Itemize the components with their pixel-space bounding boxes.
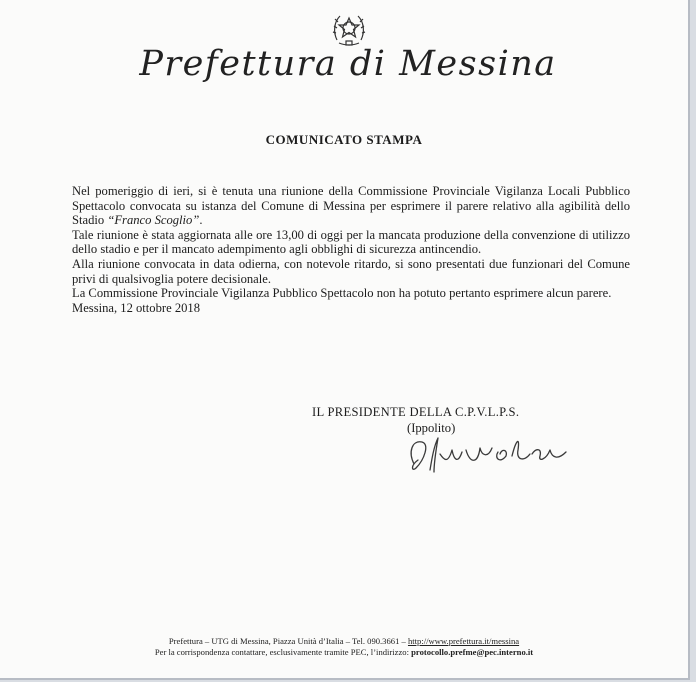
footer-line-pec: Per la corrispondenza contattare, esclusivamente tramite PEC, l’indirizzo: protocollo.prefme@pec.interno.it <box>154 647 534 657</box>
paragraph-2: Tale riunione è stata aggiornata alle ore 13,00 di oggi per la mancata produzione della convenzione di utilizzo dello stadio e per il mancato adempimento agli obblighi di sicurezza antincendio. <box>72 227 630 257</box>
pec-email-link[interactable]: protocollo.prefme@pec.interno.it <box>411 647 534 657</box>
paragraph-3: Alla riunione convocata in data odierna, con notevole ritardo, si sono presentati due funzionari del Comune privi di qualsivoglia potere decisionale. <box>72 256 630 286</box>
signatory-name: (Ippolito) <box>407 421 456 435</box>
document-title: COMUNICATO STAMPA <box>265 132 423 147</box>
handwritten-signature <box>400 430 600 480</box>
stadium-name: “Franco Scoglio” <box>107 213 200 228</box>
signatory-role: IL PRESIDENTE DELLA C.P.V.L.P.S. <box>312 405 520 419</box>
page-footer <box>0 636 688 658</box>
document-body <box>72 184 630 315</box>
paragraph-4: La Commissione Provinciale Vigilanza Pubblico Spettacolo non ha potuto pertanto esprimere alcun parere. <box>72 286 612 301</box>
paragraph-1: Nel pomeriggio di ieri, si è tenuta una riunione della Commissione Provinciale Vigilanza Locali Pubblico Spettacolo convocata su istanza del Comune di Messina per esprimere il parere relativo alla agibilità dello Stadio “Franco Scoglio”. <box>72 184 630 228</box>
website-link[interactable]: http://www.prefettura.it/messina <box>407 636 520 646</box>
footer-line-contacts: Prefettura – UTG di Messina, Piazza Unità d’Italia – Tel. 090.3661 – http://www.prefettura.it/messina <box>168 636 520 646</box>
prefecture-brand: Prefettura di Messina <box>139 44 557 84</box>
place-date: Messina, 12 ottobre 2018 <box>72 300 201 315</box>
